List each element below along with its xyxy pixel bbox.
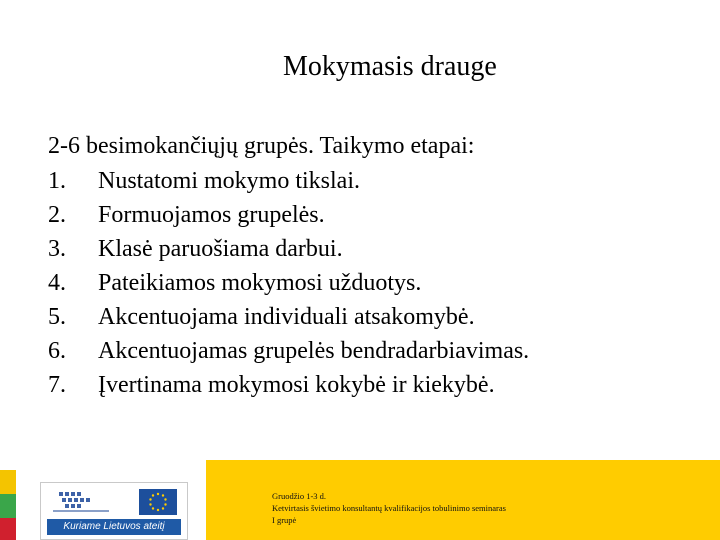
list-item bbox=[48, 198, 529, 232]
list-item bbox=[48, 232, 529, 266]
footer-line: Ketvirtasis švietimo konsultantų kvalifikacijos tobulinimo seminaras bbox=[272, 503, 506, 513]
list-item bbox=[48, 300, 529, 334]
step-text: Formuojamos grupelės. bbox=[98, 202, 325, 228]
stripe-yellow bbox=[0, 470, 16, 494]
sponsor-logo-box bbox=[40, 482, 188, 540]
step-number: 4. bbox=[48, 270, 66, 296]
stripe-green bbox=[0, 494, 16, 518]
list-item bbox=[48, 368, 529, 402]
list-item bbox=[48, 266, 529, 300]
esf-logo-icon bbox=[51, 489, 111, 515]
footer-caption bbox=[272, 490, 506, 526]
step-number: 2. bbox=[48, 202, 66, 228]
list-item bbox=[48, 164, 529, 198]
slide-title: Mokymasis drauge bbox=[283, 51, 497, 82]
step-text: Akcentuojamas grupelės bendradarbiavimas. bbox=[98, 338, 530, 364]
slogan-banner: Kuriame Lietuvos ateitį bbox=[47, 519, 181, 535]
step-text: Nustatomi mokymo tikslai. bbox=[98, 168, 360, 194]
step-text: Įvertinama mokymosi kokybė ir kiekybė. bbox=[98, 372, 495, 398]
footer-line: I grupė bbox=[272, 515, 297, 525]
step-number: 7. bbox=[48, 372, 66, 398]
footer-line: Gruodžio 1-3 d. bbox=[272, 491, 327, 501]
step-text: Akcentuojama individuali atsakomybė. bbox=[98, 304, 475, 330]
step-text: Klasė paruošiama darbui. bbox=[98, 236, 343, 262]
steps-list bbox=[48, 164, 529, 402]
step-text: Pateikiamos mokymosi užduotys. bbox=[98, 270, 422, 296]
step-number: 6. bbox=[48, 338, 66, 364]
eu-flag-icon bbox=[139, 489, 177, 515]
list-item bbox=[48, 334, 529, 368]
step-number: 3. bbox=[48, 236, 66, 262]
slide-intro: 2-6 besimokančiųjų grupės. Taikymo etapai: bbox=[48, 133, 475, 159]
step-number: 5. bbox=[48, 304, 66, 330]
stripe-red bbox=[0, 518, 16, 540]
step-number: 1. bbox=[48, 168, 66, 194]
